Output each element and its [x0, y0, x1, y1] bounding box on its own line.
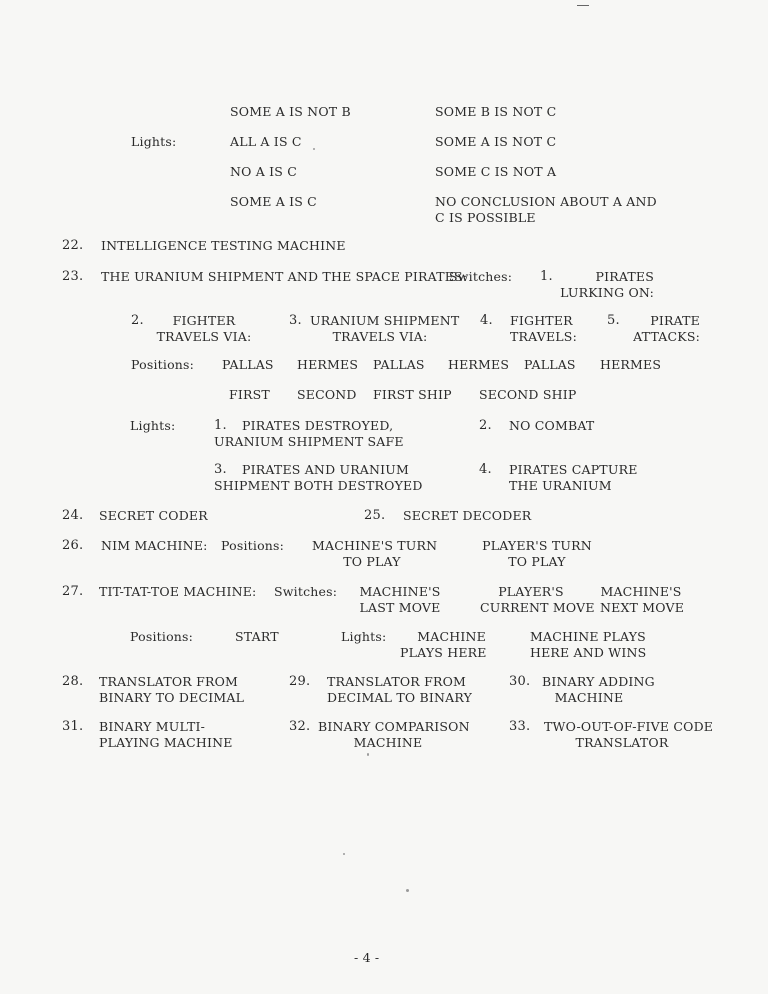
logic-row4-left: SOME A IS C [230, 194, 317, 209]
item-27-light-2: MACHINE PLAYS HERE AND WINS [530, 629, 647, 660]
item-27-title: TIT-TAT-TOE MACHINE: [99, 584, 257, 599]
logic-row1-right: SOME B IS NOT C [435, 104, 557, 119]
item-23-light-1-number: 1. [214, 418, 227, 433]
item-28-title: TRANSLATOR FROM BINARY TO DECIMAL [99, 674, 245, 705]
item-23-switch-3-number: 3. [289, 313, 302, 328]
item-23-position-second: SECOND [297, 387, 357, 402]
item-27-switch-1: MACHINE'S LAST MOVE [359, 584, 441, 615]
item-25-title: SECRET DECODER [403, 508, 532, 523]
item-33-title: TWO-OUT-OF-FIVE CODE TRANSLATOR [544, 719, 714, 750]
item-27-light-1: MACHINE PLAYS HERE [400, 629, 487, 660]
item-23-switch-2-number: 2. [131, 313, 144, 328]
item-27-number: 27. [62, 584, 84, 599]
item-23-light-3 [214, 462, 423, 510]
item-22-title: INTELLIGENCE TESTING MACHINE [101, 238, 346, 253]
item-27-switch-3: MACHINE'S NEXT MOVE [600, 584, 685, 615]
item-23-light-1-line2: URANIUM SHIPMENT SAFE [214, 434, 404, 449]
item-23-switch-4: FIGHTER TRAVELS: [510, 313, 577, 344]
item-28-number: 28. [62, 674, 84, 689]
top-rule [577, 5, 589, 6]
item-23-positions-label: Positions: [131, 357, 195, 372]
item-23-switch-5: PIRATE ATTACKS: [633, 313, 700, 344]
item-23-position-first: FIRST [229, 387, 270, 402]
item-23-switch-5-number: 5. [607, 313, 620, 328]
item-27-switches-label: Switches: [274, 584, 338, 599]
item-23-switch-1: PIRATES LURKING ON: [560, 269, 654, 300]
item-26-positions-label: Positions: [221, 538, 285, 553]
item-23-light-1-line1: PIRATES DESTROYED, [242, 418, 394, 433]
item-30-number: 30. [509, 674, 531, 689]
item-23-switch-3: URANIUM SHIPMENT TRAVELS VIA: [310, 313, 460, 344]
item-25-number: 25. [364, 508, 386, 523]
item-23-switch-2: FIGHTER TRAVELS VIA: [156, 313, 252, 344]
logic-row3-right: SOME C IS NOT A [435, 164, 557, 179]
item-29-title: TRANSLATOR FROM DECIMAL TO BINARY [327, 674, 473, 705]
item-23-switch-1-number: 1. [540, 269, 553, 284]
logic-row1-left: SOME A IS NOT B [230, 104, 351, 119]
item-23-position-first-ship: FIRST SHIP [373, 387, 452, 402]
item-26-position-2: PLAYER'S TURN TO PLAY [482, 538, 592, 569]
item-27-lights-label: Lights: [341, 629, 387, 644]
item-23-number: 23. [62, 269, 84, 284]
logic-row2-left: ALL A IS C [230, 134, 302, 149]
item-24-number: 24. [62, 508, 84, 523]
page-number: - 4 - [354, 950, 380, 965]
item-27-switch-2: PLAYER'S CURRENT MOVE [480, 584, 595, 615]
item-23-position-2: HERMES [297, 357, 359, 372]
item-31-number: 31. [62, 719, 84, 734]
item-23-light-4-number: 4. [479, 462, 492, 477]
item-23-position-second-ship: SECOND SHIP [479, 387, 577, 402]
item-23-switches-label: Switches: [449, 269, 513, 284]
item-23-lights-label: Lights: [130, 418, 176, 433]
item-23-position-5: PALLAS [524, 357, 576, 372]
item-23-title: THE URANIUM SHIPMENT AND THE SPACE PIRATES: [101, 269, 468, 284]
item-26-title: NIM MACHINE: [101, 538, 208, 553]
item-23-light-2-number: 2. [479, 418, 492, 433]
item-24-title: SECRET CODER [99, 508, 208, 523]
item-32-title: BINARY COMPARISON MACHINE [318, 719, 470, 750]
item-23-light-3-line2: SHIPMENT BOTH DESTROYED [214, 478, 423, 493]
item-31-title: BINARY MULTI- PLAYING MACHINE [99, 719, 233, 750]
item-32-number: 32. [289, 719, 311, 734]
item-27-positions-label: Positions: [130, 629, 194, 644]
scan-speck [343, 853, 345, 855]
item-23-light-2: NO COMBAT [509, 418, 595, 433]
item-30-title: BINARY ADDING MACHINE [542, 674, 655, 705]
item-27-position-start: START [235, 629, 279, 644]
scan-speck [406, 889, 409, 892]
item-23-position-4: HERMES [448, 357, 510, 372]
item-23-light-3-line1: PIRATES AND URANIUM [242, 462, 410, 477]
item-23-light-4: PIRATES CAPTURE THE URANIUM [509, 462, 638, 493]
item-26-number: 26. [62, 538, 84, 553]
item-26-position-1: MACHINE'S TURN TO PLAY [312, 538, 438, 569]
logic-row4-right: NO CONCLUSION ABOUT A AND C IS POSSIBLE [435, 194, 657, 225]
item-23-switch-4-number: 4. [480, 313, 493, 328]
scan-speck [313, 148, 315, 150]
logic-row3-left: NO A IS C [230, 164, 297, 179]
item-29-number: 29. [289, 674, 311, 689]
item-23-position-3: PALLAS [373, 357, 425, 372]
item-22-number: 22. [62, 238, 84, 253]
logic-lights-label: Lights: [131, 134, 177, 149]
item-23-position-6: HERMES [600, 357, 662, 372]
item-33-number: 33. [509, 719, 531, 734]
item-23-position-1: PALLAS [222, 357, 274, 372]
item-23-light-3-number: 3. [214, 462, 227, 477]
scan-speck [367, 753, 369, 756]
item-23-light-1 [214, 418, 404, 466]
logic-row2-right: SOME A IS NOT C [435, 134, 557, 149]
